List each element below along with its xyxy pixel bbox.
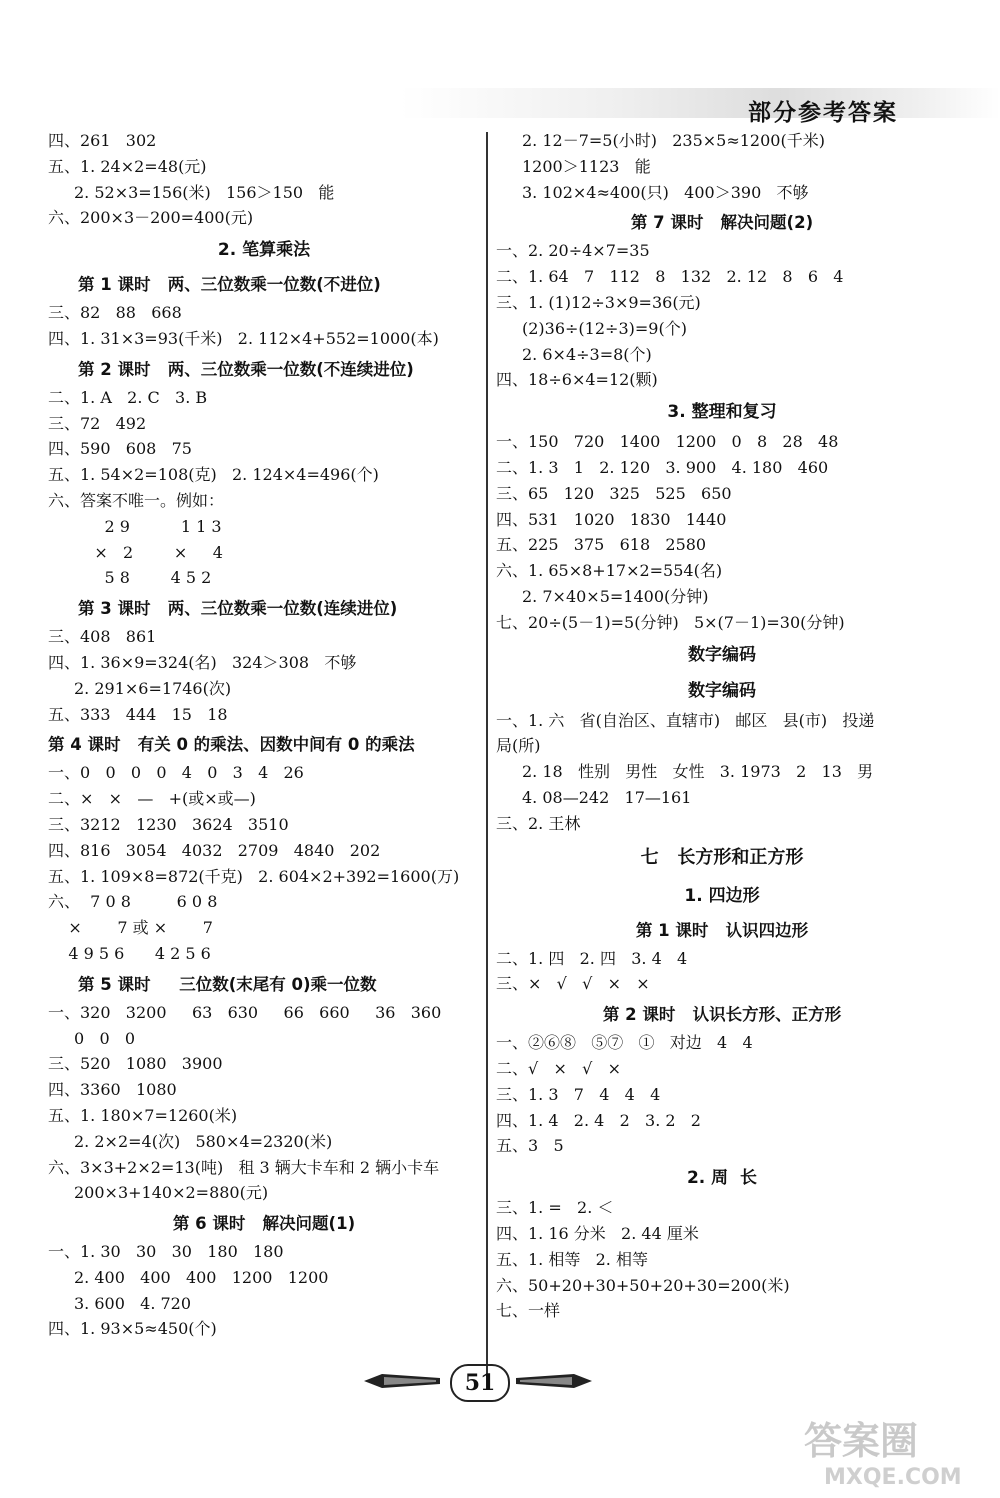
answer-line: 四、18÷6×4=12(颗) <box>496 370 658 390</box>
lesson-heading: 第 1 课时 认识四边形 <box>635 920 809 940</box>
answer-line: 六、1. 65×8+17×2=554(名) <box>496 561 723 581</box>
svg-text:答案圈: 答案圈 <box>804 1419 919 1463</box>
svg-text:MXQE.COM: MXQE.COM <box>824 1465 962 1490</box>
answer-line: 二、1. 64 7 112 8 132 2. 12 8 6 4 <box>496 267 844 287</box>
answer-line: 二、× × — +(或×或—) <box>48 789 256 809</box>
answer-line: 局(所) <box>496 736 541 756</box>
left-column <box>48 128 480 1342</box>
page-number: 51 <box>450 1364 510 1402</box>
answer-line: 四、3360 1080 <box>48 1080 177 1100</box>
answer-line: 四、590 608 75 <box>48 439 192 459</box>
answer-line: 三、65 120 325 525 650 <box>496 483 732 503</box>
answer-line: 五、333 444 15 18 <box>48 704 228 724</box>
answer-line: 二、1. A 2. C 3. B <box>48 387 208 407</box>
answer-line: 七、一样 <box>496 1301 561 1321</box>
answer-line: 2. 52×3=156(米) 156＞150 能 <box>74 182 335 202</box>
section-heading: 2. 笔算乘法 <box>217 240 311 261</box>
answer-line: 2. 400 400 400 1200 1200 <box>74 1267 329 1287</box>
right-column <box>496 128 948 1324</box>
lesson-heading: 第 5 课时 三位数(末尾有 0)乘一位数 <box>78 974 377 994</box>
answer-line: 1200＞1123 能 <box>522 156 651 176</box>
answer-line: 0 0 0 <box>74 1028 136 1048</box>
answer-line: 四、261 302 <box>48 131 157 150</box>
answer-line: 200×3+140×2=880(元) <box>74 1183 269 1203</box>
lesson-heading: 第 2 课时 两、三位数乘一位数(不连续进位) <box>78 359 414 379</box>
answer-line: 三、1. 3 7 4 4 4 <box>496 1084 661 1104</box>
answer-line: 2. 18 性别 男性 女性 3. 1973 2 13 男 <box>522 762 874 782</box>
answer-line: × 7 或 × 7 <box>48 918 213 938</box>
answer-line: 一、1. 30 30 30 180 180 <box>48 1242 284 1262</box>
answer-line: 五、1. 54×2=108(克) 2. 124×4=496(个) <box>48 465 379 485</box>
section-heading: 2. 周 长 <box>686 1168 758 1189</box>
answer-line: 2. 291×6=1746(次) <box>74 678 232 698</box>
lesson-heading: 第 2 课时 认识长方形、正方形 <box>602 1005 842 1025</box>
answer-line: 六、200×3－200=400(元) <box>48 208 254 228</box>
answer-line: 三、82 88 668 <box>48 303 182 323</box>
answer-line: 四、1. 93×5≈450(个) <box>48 1319 217 1339</box>
answer-line: 二、1. 3 1 2. 120 3. 900 4. 180 460 <box>496 457 829 477</box>
answer-line: 一、0 0 0 0 4 0 3 4 26 <box>48 763 304 783</box>
answer-line: 4. 08—242 17—161 <box>522 787 692 807</box>
answer-line: 5 8 4 5 2 <box>74 568 212 588</box>
answer-line: 2. 6×4÷3=8(个) <box>522 344 652 364</box>
answer-line: 三、72 492 <box>48 413 147 433</box>
answer-line: 四、1. 31×3=93(千米) 2. 112×4+552=1000(本) <box>48 328 439 348</box>
answer-line: 二、1. 四 2. 四 3. 4 4 <box>496 948 688 968</box>
answer-line: 五、3 5 <box>496 1136 564 1156</box>
answer-line: 五、1. 109×8=872(千克) 2. 604×2+392=1600(万) <box>48 866 460 886</box>
answer-line: 七、20÷(5－1)=5(分钟) 5×(7－1)=30(分钟) <box>496 612 845 632</box>
column-divider <box>486 132 488 1377</box>
answer-line: 六、3×3+2×2=13(吨) 租 3 辆大卡车和 2 辆小卡车 <box>48 1157 440 1177</box>
lesson-heading: 第 7 课时 解决问题(2) <box>630 213 814 233</box>
answer-line: 3. 102×4≈400(只) 400＞390 不够 <box>522 182 809 202</box>
answer-line: 五、1. 180×7=1260(米) <box>48 1105 238 1125</box>
section-heading: 3. 整理和复习 <box>667 402 777 423</box>
chapter-heading: 七 长方形和正方形 <box>640 846 804 868</box>
answer-line: 四、1. 4 2. 4 2 3. 2 2 <box>496 1110 701 1130</box>
answer-line: 二、√ × √ × <box>496 1058 621 1078</box>
answer-line: 五、1. 24×2=48(元) <box>48 156 207 176</box>
answer-line: 三、1. = 2. ＜ <box>496 1198 614 1218</box>
lesson-heading: 第 6 课时 解决问题(1) <box>172 1214 356 1234</box>
answer-line: 四、816 3054 4032 2709 4840 202 <box>48 840 381 860</box>
watermark-logo-icon <box>794 1412 984 1490</box>
lesson-heading: 第 3 课时 两、三位数乘一位数(连续进位) <box>78 599 398 619</box>
answer-line: 三、408 861 <box>48 627 157 647</box>
answer-line: 一、150 720 1400 1200 0 8 28 48 <box>496 432 839 452</box>
lesson-heading: 第 4 课时 有关 0 的乘法、因数中间有 0 的乘法 <box>48 735 415 755</box>
answer-line: 一、②⑥⑧ ⑤⑦ ① 对边 4 4 <box>496 1033 753 1053</box>
right-ornament-icon <box>514 1372 594 1390</box>
answer-line: 四、531 1020 1830 1440 <box>496 509 727 529</box>
answer-line: (2)36÷(12÷3)=9(个) <box>522 318 687 338</box>
answer-line: 三、3212 1230 3624 3510 <box>48 814 289 834</box>
answer-line: 一、1. 六 省(自治区、直辖市) 邮区 县(市) 投递 <box>496 710 875 730</box>
answer-line: 三、2. 王林 <box>496 813 581 833</box>
answer-line: × 2 × 4 <box>74 542 223 562</box>
answer-line: 2. 7×40×5=1400(分钟) <box>522 586 709 606</box>
answer-line: 四、1. 36×9=324(名) 324＞308 不够 <box>48 652 357 672</box>
answer-line: 三、520 1080 3900 <box>48 1054 223 1074</box>
answer-line: 4 9 5 6 4 2 5 6 <box>48 943 211 963</box>
answer-line: 四、1. 16 分米 2. 44 厘米 <box>496 1223 699 1243</box>
answer-line: 五、225 375 618 2580 <box>496 535 707 555</box>
section-heading: 数字编码 <box>688 644 756 665</box>
page-header-title: 部分参考答案 <box>748 100 898 126</box>
answer-line: 六、50+20+30+50+20+30=200(米) <box>496 1275 790 1295</box>
answer-line: 三、× √ √ × × <box>496 974 650 994</box>
answer-line: 一、2. 20÷4×7=35 <box>496 241 650 261</box>
section-heading: 1. 四边形 <box>684 885 760 906</box>
answer-line: 3. 600 4. 720 <box>74 1293 192 1313</box>
answer-line: 2 9 1 1 3 <box>74 516 222 536</box>
left-ornament-icon <box>362 1372 442 1390</box>
answer-line: 六、答案不唯一。例如： <box>48 490 225 510</box>
answer-line: 2. 12－7=5(小时) 235×5≈1200(千米) <box>522 131 825 150</box>
answer-line: 三、1. (1)12÷3×9=36(元) <box>496 292 701 312</box>
answer-line: 一、320 3200 63 630 66 660 36 360 <box>48 1002 442 1022</box>
section-heading: 数字编码 <box>688 680 756 701</box>
answer-line: 六、 7 0 8 6 0 8 <box>48 892 218 912</box>
answer-line: 2. 2×2=4(次) 580×4=2320(米) <box>74 1131 333 1151</box>
lesson-heading: 第 1 课时 两、三位数乘一位数(不进位) <box>78 275 381 295</box>
answer-line: 五、1. 相等 2. 相等 <box>496 1249 648 1269</box>
